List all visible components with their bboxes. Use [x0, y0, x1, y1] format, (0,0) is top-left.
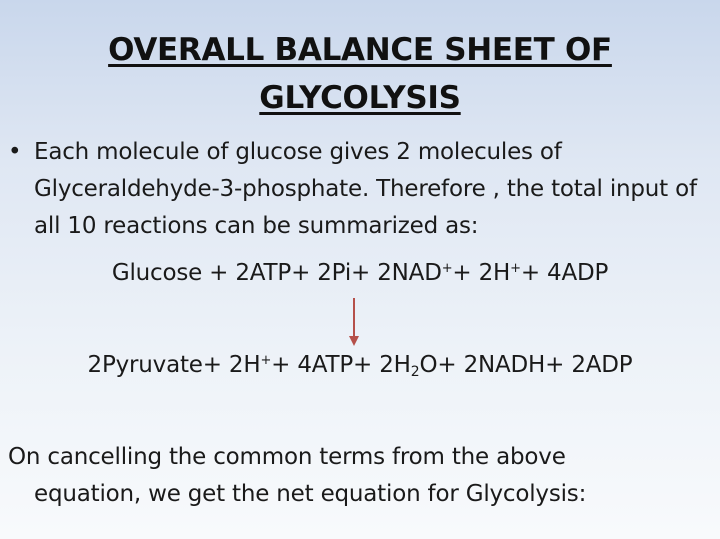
reactants-main: Glucose + 2ATP+ 2Pi+ 2NAD [111, 260, 442, 286]
products-mid: + 4ATP+ 2H [271, 352, 411, 378]
reactants-h: + 2H [452, 260, 511, 286]
closing-paragraph [8, 439, 708, 513]
title-line-1: OVERALL BALANCE SHEET OF [108, 32, 612, 68]
water-subscript: 2 [410, 364, 420, 380]
products-h-charge: + [260, 353, 272, 368]
bullet-point [8, 134, 708, 245]
bullet-text: Each molecule of glucose gives 2 molecules of Glyceraldehyde-3-phosphate. Therefore , the total input of all 10 reactions can be summarized as: [34, 139, 697, 239]
equation-reactants [0, 258, 720, 288]
closing-line-1: On cancelling the common terms from the above [8, 444, 566, 470]
h-charge: + [510, 261, 521, 276]
slide-title [0, 26, 720, 122]
bullet-marker: • [8, 139, 22, 165]
closing-line-2: equation, we get the net equation for Glycolysis: [34, 481, 587, 507]
equation-products [0, 350, 720, 380]
reaction-arrow-icon [344, 298, 364, 348]
products-head: 2Pyruvate+ 2H [87, 352, 261, 378]
products-tail: O+ 2NADH+ 2ADP [419, 352, 633, 378]
title-line-2: GLYCOLYSIS [259, 80, 461, 116]
nad-charge: + [441, 261, 453, 276]
reactants-tail: + 4ADP [520, 260, 609, 286]
